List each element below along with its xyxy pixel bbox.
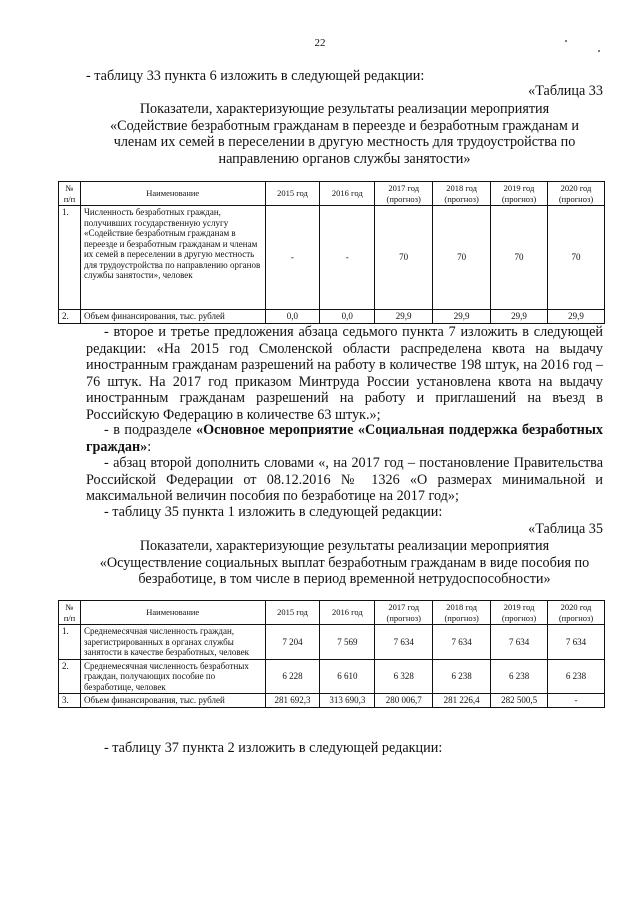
header-cell: 2019 год (прогноз) [491,182,548,206]
value-cell: 29,9 [547,310,604,324]
header-cell: 2018 год (прогноз) [433,601,491,625]
value-cell: 6 238 [548,659,605,694]
header-cell: 2016 год [320,182,375,206]
scan-speck [565,40,567,42]
row-name: Среднемесячная численность граждан, зарегистрированных в органах службы занятости в качестве безработных, человек [80,625,265,660]
value-cell: - [265,206,320,310]
value-cell: 7 634 [375,625,433,660]
table-row [59,659,605,694]
header-cell: № п/п [59,182,81,206]
table-header-row [59,182,605,206]
row-number: 2. [59,659,81,694]
row-number: 1. [59,625,81,660]
table-35-label: «Таблица 35 [528,521,603,537]
header-cell: № п/п [59,601,81,625]
title-line: «Содействие безработным гражданам в переезде и безработным гражданам и [110,117,579,134]
row-name: Численность безработных граждан, получивших государственную услугу «Содействие безработным гражданам в переезде и безработным гражданам и членам их семей в переселении в другую местность для трудоустройства по направлению органов службы занятости», человек [80,206,265,310]
value-cell: 29,9 [433,310,491,324]
value-cell: 281 692,3 [265,694,320,708]
header-cell: 2015 год [265,182,320,206]
value-cell: 70 [433,206,491,310]
value-cell: 6 328 [375,659,433,694]
value-cell: 70 [491,206,548,310]
row-name: Объем финансирования, тыс. рублей [80,310,265,324]
title-line: Показатели, характеризующие результаты реализации мероприятия [139,538,550,554]
page-number: 22 [314,37,326,49]
value-cell: 6 228 [265,659,320,694]
header-cell: 2015 год [265,601,320,625]
title-line: членам их семей в переселении в другую местность для трудоустройства по [113,134,576,150]
subsection-title: «Основное мероприятие «Социальная поддержка безработных граждан» [86,422,603,455]
value-cell: 6 238 [491,659,548,694]
value-cell: 0,0 [265,310,320,324]
value-cell: 29,9 [375,310,433,324]
table-33-label: «Таблица 33 [528,83,603,99]
table-35 [58,600,605,708]
value-cell: 7 634 [491,625,548,660]
title-line: безработице, в том числе в период временной нетрудоспособности» [138,571,551,587]
header-cell: 2017 год (прогноз) [375,182,433,206]
title-line: Показатели, характеризующие результаты реализации мероприятия [139,101,550,117]
header-cell: Наименование [80,182,265,206]
paragraph-intro-table-33: - таблицу 33 пункта 6 изложить в следующей редакции: [86,68,425,84]
value-cell: 0,0 [320,310,375,324]
subsection-suffix: : [147,438,152,455]
subsection-prefix: - в подразделе [104,422,192,438]
row-number: 3. [59,694,81,708]
table-35-title [86,538,603,588]
table-row [59,625,605,660]
value-cell: 7 569 [320,625,375,660]
paragraph-intro-table-35: - таблицу 35 пункта 1 изложить в следующей редакции: [104,504,443,520]
paragraph-subsection [86,422,603,455]
value-cell: 6 238 [433,659,491,694]
value-cell: 282 500,5 [491,694,548,708]
value-cell: 7 634 [548,625,605,660]
table-33 [58,181,605,324]
paragraph-intro-table-37: - таблицу 37 пункта 2 изложить в следующей редакции: [104,740,443,756]
table-row [59,694,605,708]
header-cell: 2020 год (прогноз) [548,601,605,625]
header-cell: 2016 год [320,601,375,625]
scan-speck [598,50,600,52]
header-cell: 2020 год (прогноз) [547,182,604,206]
header-cell: 2019 год (прогноз) [491,601,548,625]
paragraph-addition: - абзац второй дополнить словами «, на 2017 год – постановление Правительства Российской Федерации от 08.12.2016 № 1326 «О размерах минимальной и максимальной величин пособия по безработице на 2017 год»; [86,455,603,504]
value-cell: - [320,206,375,310]
value-cell: 313 690,3 [320,694,375,708]
table-header-row [59,601,605,625]
header-cell: 2017 год (прогноз) [375,601,433,625]
title-line: «Осуществление социальных выплат безработным гражданам в виде пособия по [99,554,590,571]
row-number: 2. [59,310,81,324]
table-row [59,206,605,310]
value-cell: 6 610 [320,659,375,694]
value-cell: 29,9 [491,310,548,324]
value-cell: 7 634 [433,625,491,660]
paragraph-quota: - второе и третье предложения абзаца седьмого пункта 7 изложить в следующей редакции: «На 2015 год Смоленской области распределена квота на выдачу иностранным гражданам разрешений на работу в количестве 198 штук, на 2016 год – 76 штук. На 2017 год приказом Минтруда России установлена квота на выдачу иностранным гражданам разрешений на работу и приглашений на въезд в Российскую Федерацию в количестве 63 штук.»; [86,324,603,423]
title-line: направлению органов службы занятости» [218,150,471,167]
table-33-title [86,101,603,167]
table-row [59,310,605,324]
row-number: 1. [59,206,81,310]
row-name: Объем финансирования, тыс. рублей [80,694,265,708]
value-cell: - [548,694,605,708]
value-cell: 70 [547,206,604,310]
value-cell: 70 [375,206,433,310]
value-cell: 281 226,4 [433,694,491,708]
header-cell: Наименование [80,601,265,625]
header-cell: 2018 год (прогноз) [433,182,491,206]
row-name: Среднемесячная численность безработных граждан, получающих пособие по безработице, человек [80,659,265,694]
value-cell: 280 006,7 [375,694,433,708]
value-cell: 7 204 [265,625,320,660]
